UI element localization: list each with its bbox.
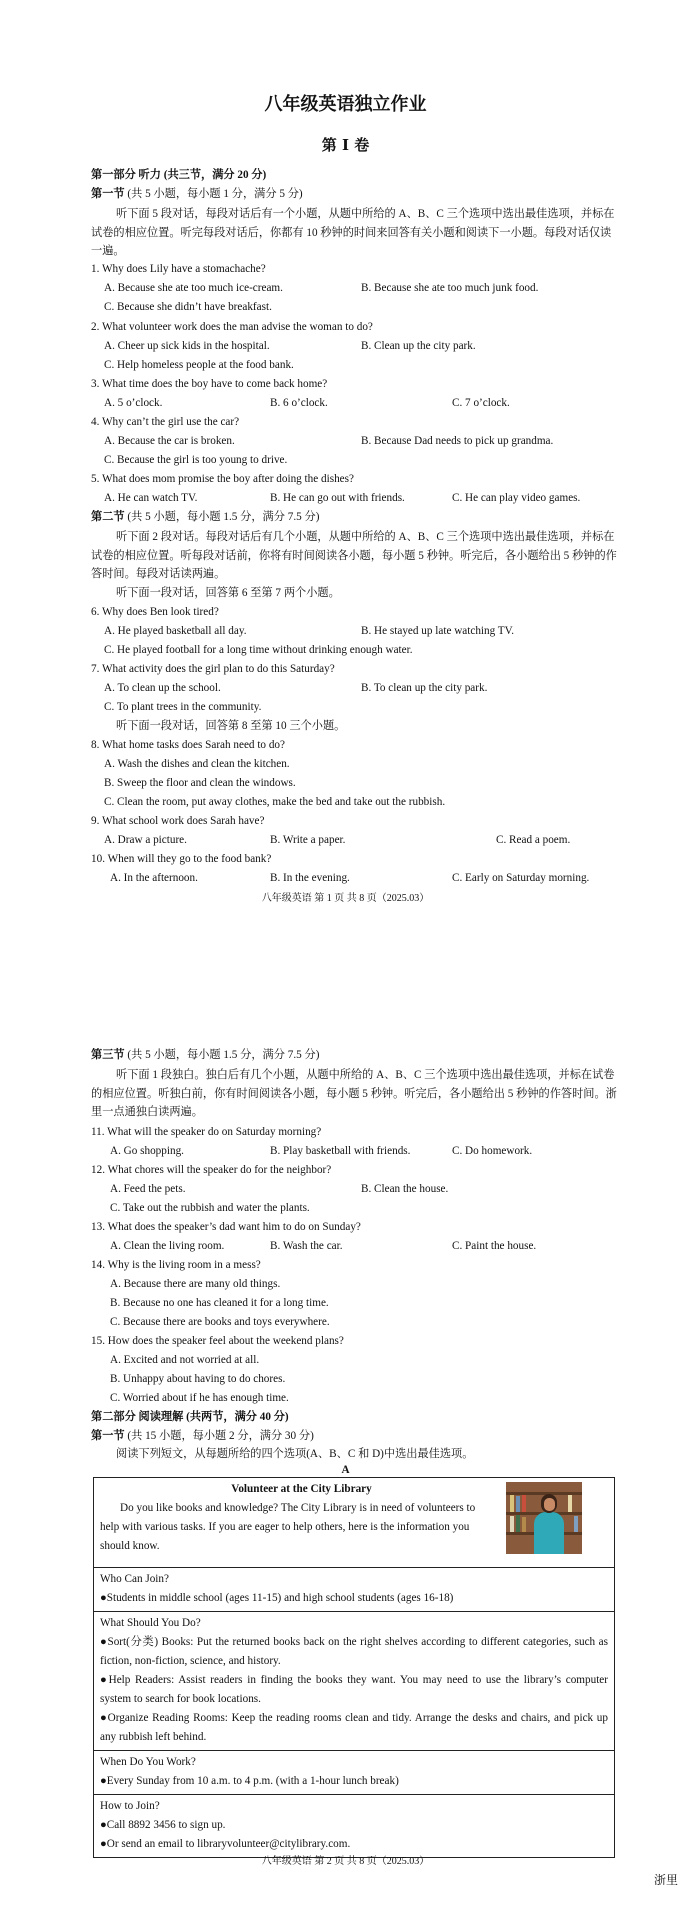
photo-person-body — [534, 1512, 564, 1554]
photo-book — [574, 1516, 578, 1532]
q11-option-c: C. Do homework. — [452, 1145, 533, 1157]
q5-option-c: C. He can play video games. — [452, 492, 581, 504]
q14-stem: 14. Why is the living room in a mess? — [91, 1259, 261, 1271]
when-text: ●Every Sunday from 10 a.m. to 4 p.m. (with a 1-hour lunch break) — [100, 1775, 399, 1787]
q12-stem: 12. What chores will the speaker do for the neighbor? — [91, 1164, 332, 1176]
q7-stem: 7. What activity does the girl plan to do this Saturday? — [91, 663, 335, 675]
q3-stem: 3. What time does the boy have to come back home? — [91, 378, 328, 390]
q7-option-c: C. To plant trees in the community. — [104, 701, 262, 713]
q5-stem: 5. What does mom promise the boy after doing the dishes? — [91, 473, 354, 485]
q13-option-b: B. Wash the car. — [270, 1240, 343, 1252]
what-section — [94, 1611, 614, 1750]
page-footer-1: 八年级英语 第 1 页 共 8 页（2025.03） — [261, 893, 430, 904]
q6-stem: 6. Why does Ben look tired? — [91, 606, 219, 618]
q9-option-c: C. Read a poem. — [496, 834, 571, 846]
what-item-help: ●Help Readers: Assist readers in finding the books they want. You may need to use the library’s computer system to search for book locations. — [100, 1674, 608, 1705]
sec3-info: (共 5 小题，每小题 1.5 分，满分 7.5 分) — [127, 1049, 320, 1061]
photo-book — [522, 1495, 526, 1512]
photo-book — [516, 1515, 520, 1532]
rsec1-name: 第一节 — [91, 1430, 125, 1442]
q4-option-b: B. Because Dad needs to pick up grandma. — [361, 435, 554, 447]
photo-person-face — [544, 1498, 555, 1511]
q9-option-a: A. Draw a picture. — [104, 834, 187, 846]
q6-option-a: A. He played basketball all day. — [104, 625, 247, 637]
sec2-note1: 听下面一段对话，回答第 6 至第 7 两个小题。 — [116, 587, 340, 599]
library-photo — [506, 1482, 582, 1554]
q15-option-c: C. Worried about if he has enough time. — [110, 1392, 289, 1404]
part2-heading: 第二部分 阅读理解 (共两节，满分 40 分) — [91, 1411, 289, 1423]
sec3-name: 第三节 — [91, 1049, 125, 1061]
q15-option-a: A. Excited and not worried at all. — [110, 1354, 260, 1366]
photo-book — [568, 1495, 572, 1512]
how-section — [94, 1794, 614, 1857]
what-heading: What Should You Do? — [100, 1617, 201, 1629]
sec1-instructions: 听下面 5 段对话，每段对话后有一个小题，从题中所给的 A、B、C 三个选项中选出最佳选项，并标在试卷的相应位置。听完每段对话后，你都有 10 秒钟的时间来回答有关小题和阅读下一小题。每段对话仅读一遍。 — [91, 208, 615, 258]
sec2-note2: 听下面一段对话，回答第 8 至第 10 三个小题。 — [116, 720, 346, 732]
who-text: ●Students in middle school (ages 11-15) and high school students (ages 16-18) — [100, 1592, 454, 1604]
who-section — [94, 1567, 614, 1611]
what-item-sort: ●Sort(分类) Books: Put the returned books back on the right shelves according to different categories, such as fiction, non-fiction, science, and history. — [100, 1636, 608, 1667]
q6-option-c: C. He played football for a long time without drinking enough water. — [104, 644, 413, 656]
who-heading: Who Can Join? — [100, 1573, 169, 1585]
q8-option-c: C. Clean the room, put away clothes, make the bed and take out the rubbish. — [104, 796, 446, 808]
q1-option-c: C. Because she didn’t have breakfast. — [104, 301, 272, 313]
q6-option-b: B. He stayed up late watching TV. — [361, 625, 515, 637]
q12-option-c: C. Take out the rubbish and water the plants. — [110, 1202, 310, 1214]
q13-option-a: A. Clean the living room. — [110, 1240, 225, 1252]
q1-option-b: B. Because she ate too much junk food. — [361, 282, 539, 294]
q9-stem: 9. What school work does Sarah have? — [91, 815, 265, 827]
sec3-heading — [91, 1048, 319, 1063]
q11-option-a: A. Go shopping. — [110, 1145, 184, 1157]
q11-stem: 11. What will the speaker do on Saturday morning? — [91, 1126, 322, 1138]
photo-book — [510, 1516, 514, 1532]
q5-option-a: A. He can watch TV. — [104, 492, 198, 504]
q15-option-b: B. Unhappy about having to do chores. — [110, 1373, 286, 1385]
sec1-heading — [91, 187, 303, 202]
q2-option-c: C. Help homeless people at the food bank. — [104, 359, 294, 371]
photo-book — [510, 1495, 514, 1512]
when-section — [94, 1750, 614, 1794]
q8-option-b: B. Sweep the floor and clean the windows. — [104, 777, 296, 789]
q13-stem: 13. What does the speaker’s dad want him to do on Sunday? — [91, 1221, 361, 1233]
page-footer-2: 八年级英语 第 2 页 共 8 页（2025.03） — [261, 1856, 430, 1867]
q7-option-a: A. To clean up the school. — [104, 682, 221, 694]
q12-option-b: B. Clean the house. — [361, 1183, 449, 1195]
sec2-name: 第二节 — [91, 511, 125, 523]
q10-option-b: B. In the evening. — [270, 872, 350, 884]
ad-header-section — [94, 1478, 614, 1567]
rsec1-info: (共 15 小题，每小题 2 分，满分 30 分) — [127, 1430, 314, 1442]
q10-option-a: A. In the afternoon. — [110, 872, 198, 884]
q8-stem: 8. What home tasks does Sarah need to do? — [91, 739, 285, 751]
q14-option-c: C. Because there are books and toys everywhere. — [110, 1316, 330, 1328]
sec2-heading — [91, 510, 319, 525]
q10-stem: 10. When will they go to the food bank? — [91, 853, 272, 865]
sec3-instructions: 听下面 1 段独白。独白后有几个小题，从题中所给的 A、B、C 三个选项中选出最佳选项，并标在试卷的相应位置。听独白前，你有时间阅读各小题，每小题 5 秒钟。听完后，各小题给出 5 秒钟的作答时间。浙里一点通独白读两遍。 — [91, 1069, 617, 1119]
corner-watermark: 浙里 — [654, 1873, 679, 1887]
sec1-name: 第一节 — [91, 188, 125, 200]
volume-title: 第 I 卷 — [321, 136, 370, 154]
q3-option-a: A. 5 o’clock. — [104, 397, 163, 409]
q4-option-c: C. Because the girl is too young to drive. — [104, 454, 288, 466]
q12-option-a: A. Feed the pets. — [110, 1183, 186, 1195]
rsec1-heading — [91, 1429, 314, 1444]
q4-option-a: A. Because the car is broken. — [104, 435, 235, 447]
q14-option-b: B. Because no one has cleaned it for a long time. — [110, 1297, 329, 1309]
q14-option-a: A. Because there are many old things. — [110, 1278, 281, 1290]
q2-stem: 2. What volunteer work does the man advise the woman to do? — [91, 321, 373, 333]
page-title: 八年级英语独立作业 — [264, 94, 427, 115]
q3-option-b: B. 6 o’clock. — [270, 397, 328, 409]
passage-label: A — [341, 1464, 350, 1476]
how-call: ●Call 8892 3456 to sign up. — [100, 1819, 226, 1831]
q9-option-b: B. Write a paper. — [270, 834, 346, 846]
when-heading: When Do You Work? — [100, 1756, 196, 1768]
how-email: ●Or send an email to libraryvolunteer@citylibrary.com. — [100, 1838, 351, 1850]
q1-stem: 1. Why does Lily have a stomachache? — [91, 263, 266, 275]
volunteer-ad-table — [93, 1477, 615, 1858]
what-item-organize: ●Organize Reading Rooms: Keep the reading rooms clean and tidy. Arrange the desks and chairs, and pick up any rubbish left behind. — [100, 1712, 608, 1743]
q10-option-c: C. Early on Saturday morning. — [452, 872, 590, 884]
ad-title: Volunteer at the City Library — [231, 1483, 372, 1495]
q3-option-c: C. 7 o’clock. — [452, 397, 510, 409]
q2-option-a: A. Cheer up sick kids in the hospital. — [104, 340, 270, 352]
q15-stem: 15. How does the speaker feel about the weekend plans? — [91, 1335, 344, 1347]
part1-heading: 第一部分 听力 (共三节，满分 20 分) — [91, 169, 267, 181]
sec2-instructions: 听下面 2 段对话。每段对话后有几个小题，从题中所给的 A、B、C 三个选项中选出最佳选项，并标在试卷的相应位置。听每段对话前，你将有时间阅读各小题，每小题 5 秒钟。听完后，各小题给出 5 秒钟的作答时间。每段对话读两遍。 — [91, 531, 617, 581]
sec2-info: (共 5 小题，每小题 1.5 分，满分 7.5 分) — [127, 511, 320, 523]
q1-option-a: A. Because she ate too much ice-cream. — [104, 282, 283, 294]
q11-option-b: B. Play basketball with friends. — [270, 1145, 411, 1157]
rsec1-instructions: 阅读下列短文，从每题所给的四个选项(A、B、C 和 D)中选出最佳选项。 — [116, 1448, 474, 1460]
q5-option-b: B. He can go out with friends. — [270, 492, 405, 504]
how-heading: How to Join? — [100, 1800, 160, 1812]
ad-intro: Do you like books and knowledge? The City Library is in need of volunteers to help with various tasks. If you are eager to help others, here is the information you should know. — [100, 1502, 476, 1552]
q2-option-b: B. Clean up the city park. — [361, 340, 476, 352]
q7-option-b: B. To clean up the city park. — [361, 682, 488, 694]
photo-book — [516, 1496, 520, 1512]
photo-book — [522, 1517, 526, 1532]
sec1-info: (共 5 小题，每小题 1 分，满分 5 分) — [127, 188, 303, 200]
q8-option-a: A. Wash the dishes and clean the kitchen. — [104, 758, 290, 770]
q13-option-c: C. Paint the house. — [452, 1240, 537, 1252]
q4-stem: 4. Why can’t the girl use the car? — [91, 416, 240, 428]
